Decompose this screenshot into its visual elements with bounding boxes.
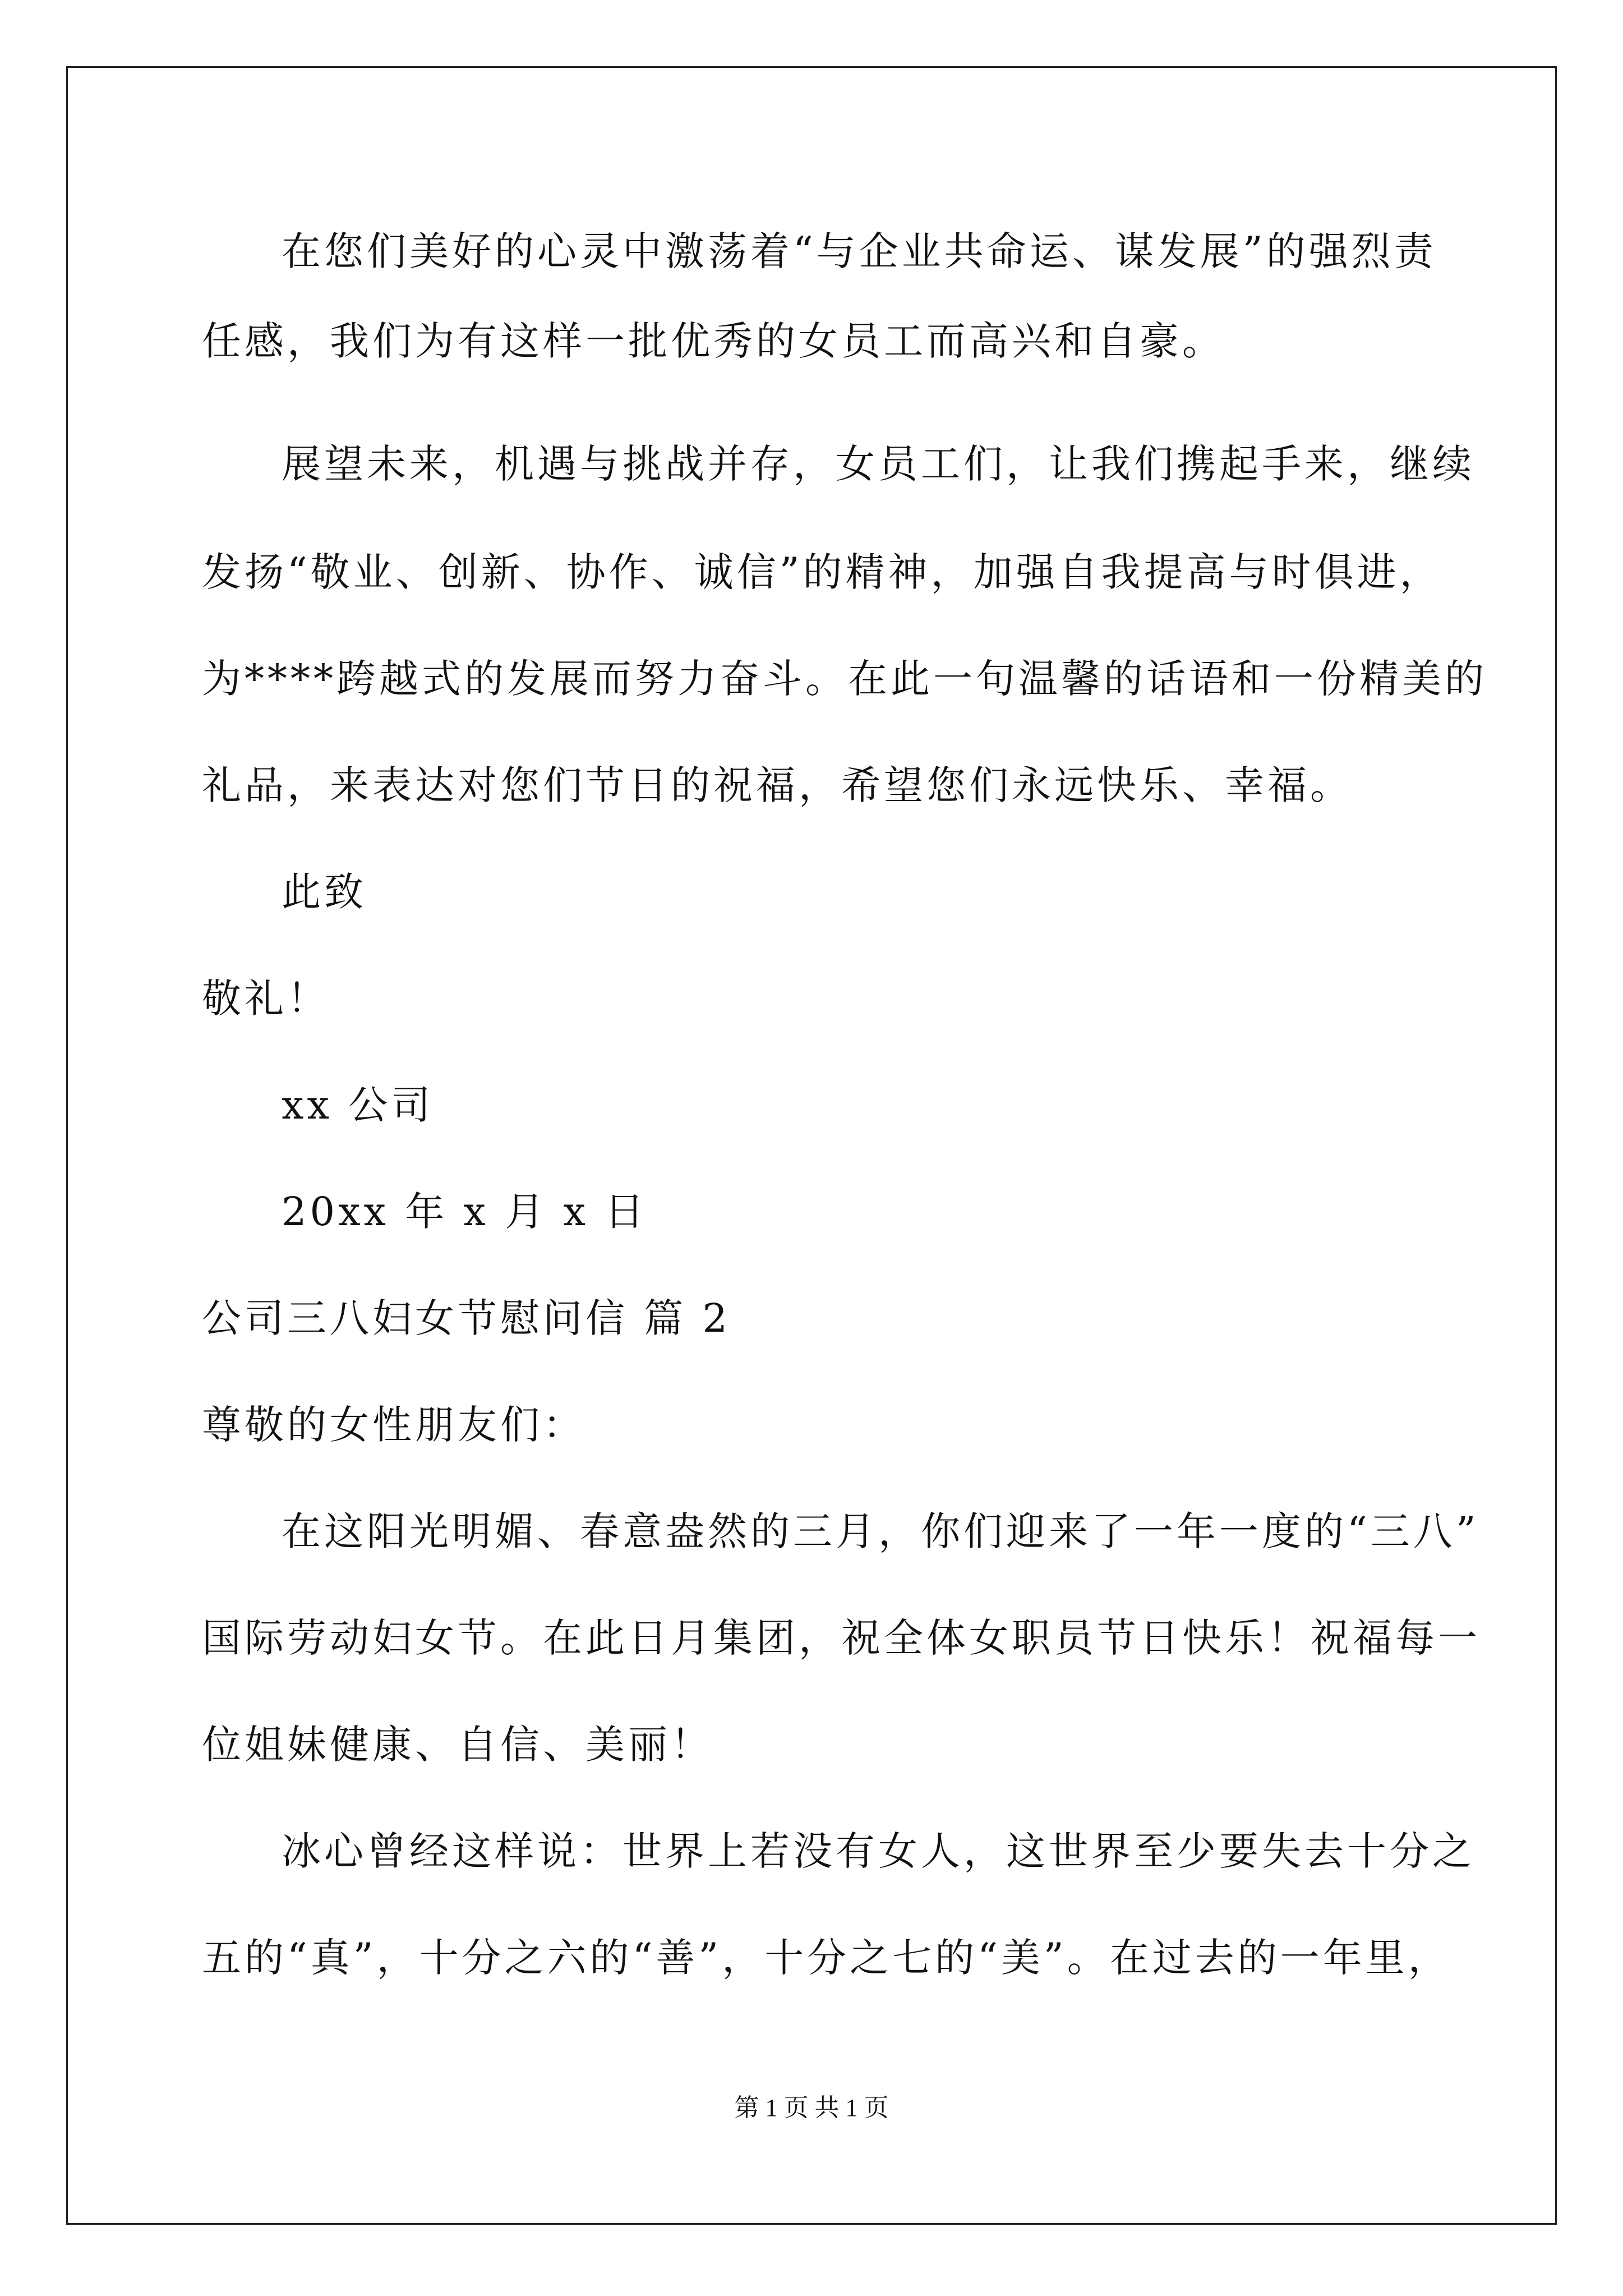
paragraph-line: 冰心曾经这样说：世界上若没有女人，这世界至少要失去十分之 <box>282 1828 1475 1874</box>
paragraph-line: 在您们美好的心灵中激荡着“与企业共命运、谋发展”的强烈责 <box>282 228 1437 274</box>
paragraph-line: 发扬“敬业、创新、协作、诚信”的精神，加强自我提高与时俱进， <box>202 549 1442 595</box>
signature-date: 20xx 年 x 月 x 日 <box>282 1189 648 1235</box>
closing-salutation: 此致 <box>282 869 367 915</box>
paragraph-line: 国际劳动妇女节。在此日月集团，祝全体女职员节日快乐！祝福每一 <box>202 1615 1481 1661</box>
paragraph-line: 在这阳光明媚、春意盎然的三月，你们迎来了一年一度的“三八” <box>282 1508 1479 1554</box>
paragraph-line: 展望未来，机遇与挑战并存，女员工们，让我们携起手来，继续 <box>282 441 1475 487</box>
paragraph-line: 位姐妹健康、自信、美丽！ <box>202 1722 713 1768</box>
paragraph-line: 任感，我们为有这样一批优秀的女员工而高兴和自豪。 <box>202 318 1225 364</box>
page-frame <box>66 66 1557 2225</box>
greeting: 尊敬的女性朋友们： <box>202 1402 585 1448</box>
paragraph-line: 五的“真”，十分之六的“善”，十分之七的“美”。在过去的一年里， <box>202 1935 1451 1981</box>
page-number: 第 1 页 共 1 页 <box>734 2094 889 2122</box>
signature-company: xx 公司 <box>282 1082 434 1128</box>
closing-regards: 敬礼！ <box>202 976 330 1022</box>
paragraph-line: 礼品，来表达对您们节日的祝福，希望您们永远快乐、幸福。 <box>202 762 1353 808</box>
paragraph-line: 为****跨越式的发展而努力奋斗。在此一句温馨的话语和一份精美的 <box>202 656 1487 702</box>
section-heading: 公司三八妇女节慰问信 篇 2 <box>202 1295 731 1341</box>
